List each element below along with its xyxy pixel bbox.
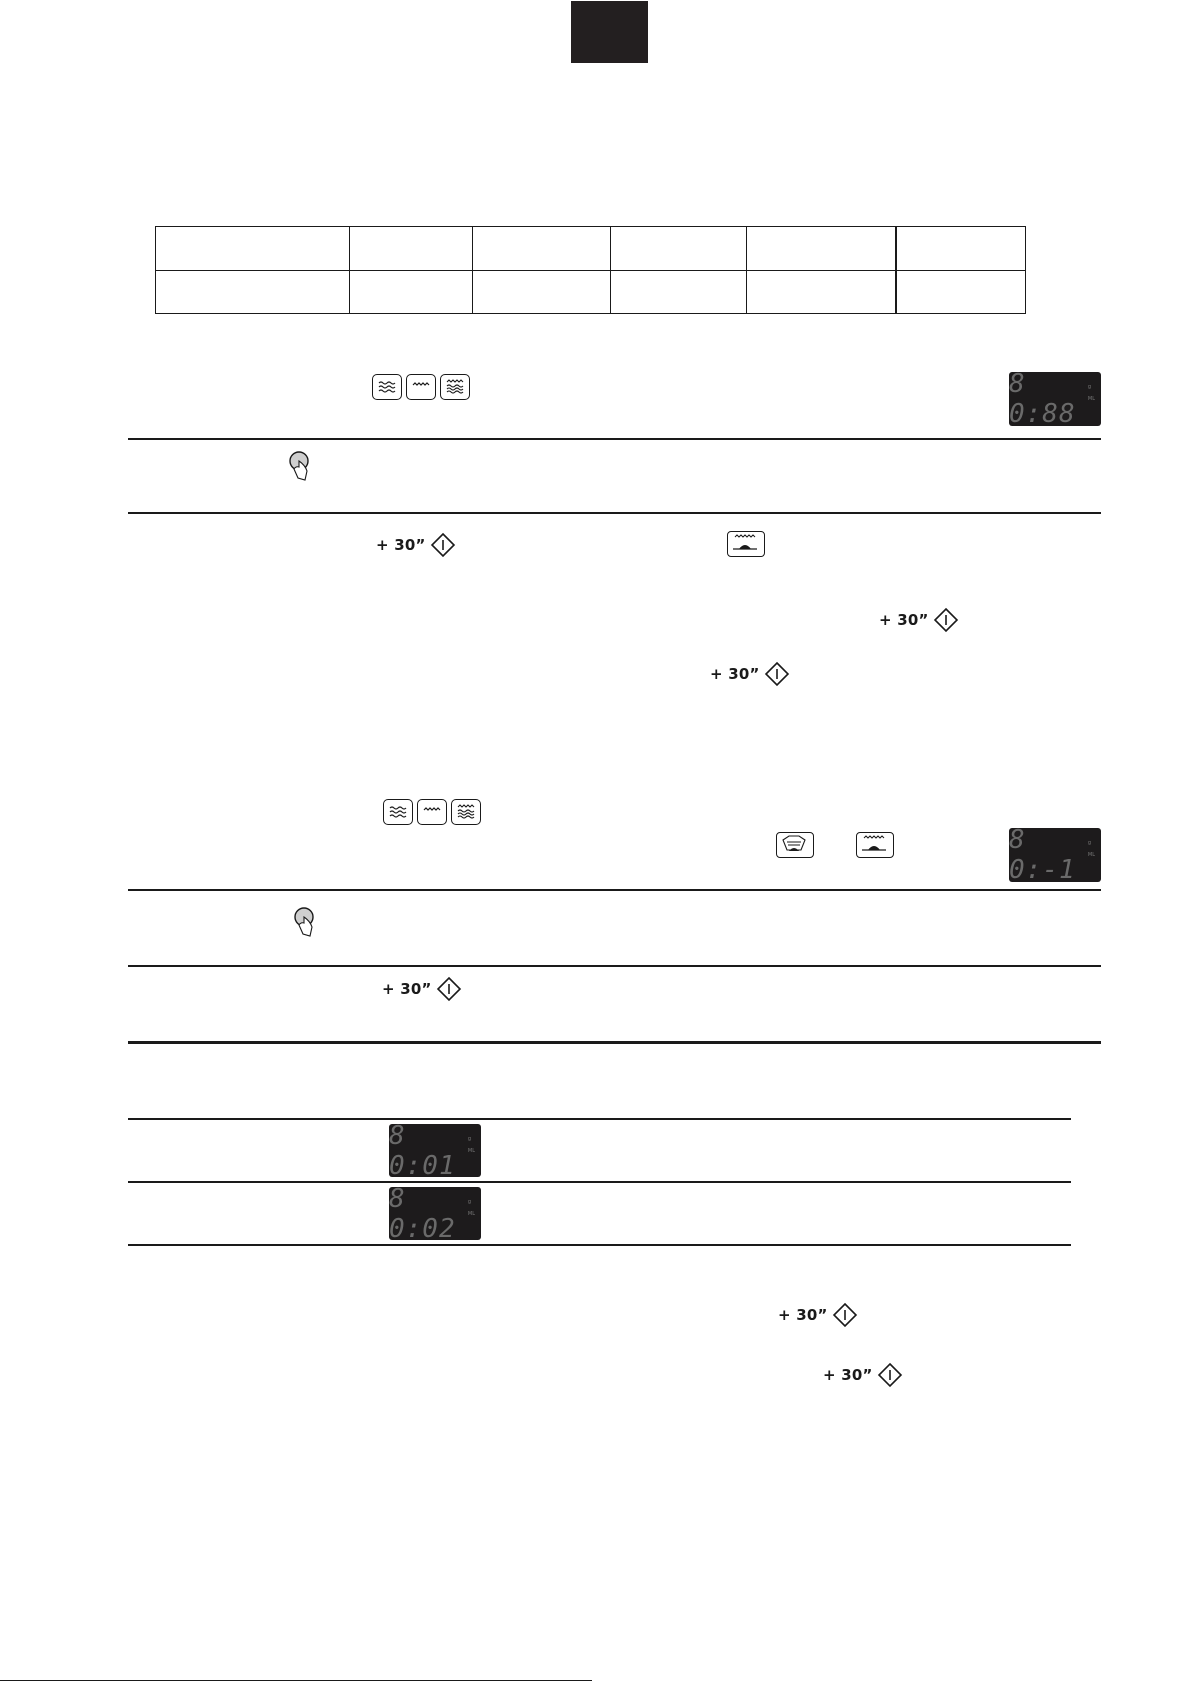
display-readout: 8 0:-1 — [1009, 825, 1076, 885]
table-cell — [350, 270, 473, 314]
table-cell — [156, 227, 350, 271]
oven-dish-icon[interactable] — [776, 832, 814, 858]
start-plus-30-button[interactable] — [376, 532, 456, 558]
start-label: + 30” — [778, 1306, 828, 1324]
table-cell — [747, 270, 896, 314]
mode-keys — [372, 374, 470, 400]
start-plus-30-button[interactable] — [778, 1302, 858, 1328]
led-display — [389, 1183, 481, 1244]
divider — [128, 438, 1101, 440]
unit-grams: g — [467, 1136, 472, 1142]
oven-grill-icon[interactable] — [727, 531, 765, 557]
unit-grams: g — [1087, 840, 1092, 846]
grill-icon[interactable] — [406, 374, 436, 400]
table-row — [156, 227, 1026, 271]
grill-icon[interactable] — [417, 799, 447, 825]
table-cell — [350, 227, 473, 271]
unit-ml: ML — [467, 1211, 475, 1217]
combination-icon[interactable] — [451, 799, 481, 825]
reference-table — [155, 226, 1026, 314]
table-cell — [156, 270, 350, 314]
unit-ml: ML — [467, 1148, 475, 1154]
unit-ml: ML — [1087, 852, 1095, 858]
display-readout: 8 0:02 — [389, 1183, 456, 1244]
divider — [128, 512, 1101, 514]
start-plus-30-button[interactable] — [382, 976, 462, 1002]
divider — [128, 965, 1101, 967]
combination-icon[interactable] — [440, 374, 470, 400]
dial-knob-icon[interactable] — [292, 905, 322, 939]
start-label: + 30” — [823, 1366, 873, 1384]
mode-keys — [383, 799, 481, 825]
table-cell — [896, 270, 1026, 314]
oven-grill-icon[interactable] — [856, 832, 894, 858]
table-cell — [896, 227, 1026, 271]
display-readout: 8 0:88 — [1009, 369, 1076, 429]
led-display — [1009, 825, 1101, 885]
start-icon — [933, 607, 959, 633]
table-cell — [473, 270, 611, 314]
unit-ml: ML — [1087, 396, 1095, 402]
led-display — [389, 1120, 481, 1181]
start-icon — [430, 532, 456, 558]
microwave-waves-icon[interactable] — [383, 799, 413, 825]
footer-rule — [0, 1680, 592, 1681]
start-icon — [877, 1362, 903, 1388]
divider — [128, 1244, 1071, 1246]
unit-grams: g — [467, 1199, 472, 1205]
start-icon — [764, 661, 790, 687]
start-plus-30-button[interactable] — [823, 1362, 903, 1388]
divider — [128, 889, 1101, 891]
table-row — [156, 270, 1026, 314]
start-label: + 30” — [710, 665, 760, 683]
microwave-waves-icon[interactable] — [372, 374, 402, 400]
divider — [128, 1181, 1071, 1183]
start-label: + 30” — [382, 980, 432, 998]
start-icon — [436, 976, 462, 1002]
table-cell — [611, 227, 747, 271]
start-label: + 30” — [376, 536, 426, 554]
table-cell — [611, 270, 747, 314]
start-plus-30-button[interactable] — [879, 607, 959, 633]
start-label: + 30” — [879, 611, 929, 629]
table-cell — [747, 227, 896, 271]
divider — [128, 1118, 1071, 1120]
start-icon — [832, 1302, 858, 1328]
unit-grams: g — [1087, 384, 1092, 390]
led-display — [1009, 369, 1101, 429]
language-tab — [571, 1, 648, 63]
display-readout: 8 0:01 — [389, 1120, 456, 1181]
dial-knob-icon[interactable] — [287, 449, 317, 483]
divider — [128, 1041, 1101, 1044]
table-cell — [473, 227, 611, 271]
start-plus-30-button[interactable] — [710, 661, 790, 687]
